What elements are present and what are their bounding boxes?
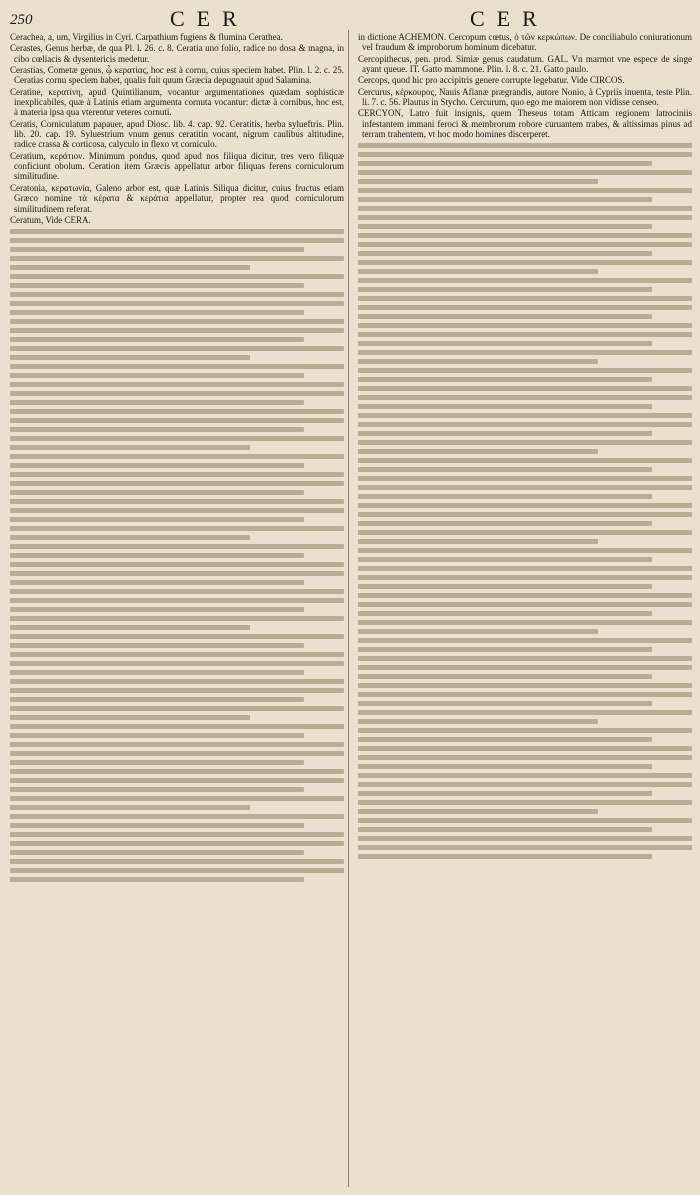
placeholder-line — [358, 638, 692, 643]
placeholder-line — [10, 841, 344, 846]
placeholder-line — [10, 364, 344, 369]
placeholder-line — [358, 521, 652, 526]
untranscribed-text-placeholder — [358, 143, 692, 859]
dictionary-entry — [358, 87, 692, 108]
entry-text: Cerastias, Cometæ genus, ᾧ κερατίας, hoc est à cornu, cuius speciem habet. Plin. l. 2. c. 25. Ceratias cornu speciem habet, qualis fuit quum Græcia depugnauit apud Salamina. — [10, 65, 344, 86]
placeholder-line — [358, 530, 692, 535]
placeholder-line — [10, 526, 344, 531]
placeholder-line — [358, 332, 692, 337]
placeholder-line — [358, 746, 692, 751]
entry-text: Cercurus, κέρκουρος, Nauis Afianæ prægrandis, autore Nonio, à Cypriis inuenta, teste Plin. li. 7. c. 56. Plautus in Stycho. Cercurum, quo ego me maiorem non vidisse censeo. — [358, 86, 692, 108]
placeholder-line — [358, 557, 652, 562]
placeholder-line — [10, 373, 304, 378]
placeholder-line — [10, 769, 344, 774]
placeholder-line — [10, 544, 344, 549]
placeholder-line — [10, 346, 344, 351]
placeholder-line — [358, 593, 692, 598]
placeholder-line — [10, 481, 344, 486]
placeholder-line — [10, 238, 344, 243]
placeholder-line — [10, 445, 250, 450]
placeholder-line — [10, 607, 304, 612]
placeholder-line — [10, 859, 344, 864]
placeholder-line — [10, 715, 250, 720]
placeholder-line — [10, 616, 344, 621]
placeholder-line — [358, 791, 652, 796]
placeholder-line — [358, 683, 692, 688]
left-column — [10, 32, 344, 1188]
placeholder-line — [10, 760, 304, 765]
placeholder-line — [10, 256, 344, 261]
placeholder-line — [358, 359, 598, 364]
placeholder-line — [10, 670, 304, 675]
placeholder-line — [358, 782, 692, 787]
placeholder-line — [10, 274, 344, 279]
placeholder-line — [358, 170, 692, 175]
dictionary-entry — [358, 108, 692, 139]
placeholder-line — [10, 535, 250, 540]
entry-text: Ceratine, κερατίνη, apud Quintilianum, vocantur argumentationes quædam sophisticæ inexplicabiles, quæ à Latinis etiam argumenta cornuta vocantur: dictæ à cornibus, hoc est, à materia ipsa qua vterentur veteres cornuti. — [10, 86, 344, 118]
placeholder-line — [10, 472, 344, 477]
placeholder-line — [358, 377, 652, 382]
placeholder-line — [358, 836, 692, 841]
placeholder-line — [10, 751, 344, 756]
placeholder-line — [358, 755, 692, 760]
placeholder-line — [10, 625, 250, 630]
placeholder-line — [358, 539, 598, 544]
placeholder-line — [358, 314, 652, 319]
placeholder-line — [10, 652, 344, 657]
dictionary-entry — [358, 54, 692, 75]
placeholder-line — [10, 391, 344, 396]
placeholder-line — [10, 454, 344, 459]
placeholder-line — [358, 503, 692, 508]
placeholder-line — [358, 440, 692, 445]
placeholder-line — [358, 566, 692, 571]
entry-text: Ceratonia, κερατωνία, Galeno arbor est, quæ Latinis Siliqua dicitur, cuius fructus etiam Græco nomine τὰ κέρατα & κεράτια appellatur, propter rea quod corniculorum similitudinem referat. — [10, 182, 344, 214]
placeholder-line — [358, 431, 652, 436]
page-number: 250 — [10, 12, 33, 28]
placeholder-line — [10, 427, 304, 432]
placeholder-line — [358, 350, 692, 355]
placeholder-line — [358, 368, 692, 373]
placeholder-line — [10, 814, 344, 819]
entry-text: in dictione ACHEMON. Cercopum cœtus, ὁ τῶν κερκώπων. De conciliabulo coniurationum vel fraudum & improborum hominum dicebatur. — [358, 32, 692, 53]
placeholder-line — [10, 679, 344, 684]
placeholder-line — [10, 778, 344, 783]
placeholder-line — [358, 809, 598, 814]
placeholder-line — [358, 449, 598, 454]
placeholder-line — [10, 400, 304, 405]
placeholder-line — [10, 292, 344, 297]
placeholder-line — [358, 287, 652, 292]
placeholder-line — [10, 508, 344, 513]
placeholder-line — [10, 553, 304, 558]
placeholder-line — [358, 620, 692, 625]
running-head-right: CER — [470, 6, 549, 31]
placeholder-line — [358, 197, 652, 202]
placeholder-line — [358, 458, 692, 463]
placeholder-line — [10, 382, 344, 387]
dictionary-entry — [10, 43, 344, 64]
placeholder-line — [10, 589, 344, 594]
placeholder-line — [358, 395, 692, 400]
placeholder-line — [358, 161, 652, 166]
placeholder-line — [10, 580, 304, 585]
placeholder-line — [10, 823, 304, 828]
placeholder-line — [358, 404, 652, 409]
placeholder-line — [358, 584, 652, 589]
dictionary-entry — [358, 32, 692, 53]
placeholder-line — [358, 242, 692, 247]
running-header — [0, 6, 700, 34]
placeholder-line — [358, 278, 692, 283]
entry-text: Cerastes, Genus herbæ, de qua Pl. l. 26. c. 8. Ceratia uno folio, radice no dosa & magna, in cibo cœliacis & dysentericis medetur. — [10, 43, 344, 64]
placeholder-line — [358, 494, 652, 499]
placeholder-line — [10, 832, 344, 837]
placeholder-line — [10, 499, 344, 504]
placeholder-line — [10, 409, 344, 414]
placeholder-line — [10, 796, 344, 801]
placeholder-line — [358, 188, 692, 193]
placeholder-line — [358, 206, 692, 211]
placeholder-line — [358, 665, 692, 670]
placeholder-line — [358, 251, 652, 256]
placeholder-line — [10, 706, 344, 711]
placeholder-line — [10, 328, 344, 333]
dictionary-entry — [10, 65, 344, 86]
entry-text: Cercops, quod hic pro accipitris genere corrupte legebatur. Vide CIRCOS. — [358, 75, 625, 86]
placeholder-line — [358, 602, 692, 607]
placeholder-line — [358, 467, 652, 472]
placeholder-line — [358, 512, 692, 517]
placeholder-line — [358, 845, 692, 850]
placeholder-line — [10, 229, 344, 234]
placeholder-line — [358, 422, 692, 427]
placeholder-line — [10, 265, 250, 270]
placeholder-line — [10, 733, 304, 738]
placeholder-line — [10, 310, 304, 315]
placeholder-line — [358, 764, 652, 769]
placeholder-line — [10, 868, 344, 873]
placeholder-line — [358, 647, 652, 652]
placeholder-line — [358, 575, 692, 580]
placeholder-line — [10, 283, 304, 288]
placeholder-line — [358, 152, 692, 157]
placeholder-line — [10, 805, 250, 810]
placeholder-line — [10, 436, 344, 441]
dictionary-entry — [358, 75, 692, 85]
placeholder-line — [358, 773, 692, 778]
placeholder-line — [358, 269, 598, 274]
placeholder-line — [358, 629, 598, 634]
placeholder-line — [358, 737, 652, 742]
right-column — [358, 32, 692, 1188]
placeholder-line — [358, 818, 692, 823]
placeholder-line — [358, 728, 692, 733]
dictionary-entry — [10, 119, 344, 150]
placeholder-line — [358, 674, 652, 679]
dictionary-entry — [10, 183, 344, 214]
placeholder-line — [358, 692, 692, 697]
placeholder-line — [10, 877, 304, 882]
placeholder-line — [10, 697, 304, 702]
placeholder-line — [358, 827, 652, 832]
placeholder-line — [10, 418, 344, 423]
placeholder-line — [358, 323, 692, 328]
entry-text: Ceratum, Vide CERA. — [10, 214, 91, 225]
placeholder-line — [358, 233, 692, 238]
dictionary-entry — [10, 32, 344, 42]
placeholder-line — [10, 634, 344, 639]
placeholder-line — [358, 800, 692, 805]
entry-text: Cercopithecus, pen. prod. Simiæ genus caudatum. GAL. Vn marmot vne espece de singe ayant queue. IT. Gatto mammone. Plin. l. 8. c. 21. Gatto paulo. — [358, 53, 692, 75]
placeholder-line — [358, 179, 598, 184]
placeholder-line — [358, 305, 692, 310]
placeholder-line — [358, 485, 692, 490]
placeholder-line — [358, 224, 652, 229]
entry-text: Cerachea, a, um, Virgilius in Cyri. Carpathium fugiens & flumina Cerathea. — [10, 32, 283, 42]
placeholder-line — [10, 517, 304, 522]
placeholder-line — [358, 260, 692, 265]
placeholder-line — [358, 656, 692, 661]
placeholder-line — [358, 215, 692, 220]
placeholder-line — [358, 296, 692, 301]
placeholder-line — [10, 319, 344, 324]
placeholder-line — [358, 548, 692, 553]
placeholder-line — [10, 742, 344, 747]
placeholder-line — [358, 710, 692, 715]
placeholder-line — [10, 787, 304, 792]
placeholder-line — [358, 476, 692, 481]
placeholder-line — [358, 143, 692, 148]
dictionary-entry — [10, 151, 344, 182]
entry-text: CERCYON, Latro fuit insignis, quem Theseus totam Atticam regionem latrociniis infestantem immani feroci & membrorum robore curuantem trabes, & altissimas pinus ad terram trahentem, vt hoc modo homines discerperet. — [358, 108, 692, 140]
running-head-left: CER — [170, 6, 249, 31]
placeholder-line — [358, 719, 598, 724]
placeholder-line — [10, 301, 344, 306]
placeholder-line — [10, 337, 304, 342]
placeholder-line — [358, 413, 692, 418]
placeholder-line — [10, 688, 344, 693]
placeholder-line — [10, 490, 304, 495]
entry-text: Ceratium, κεράτιον. Minimum pondus, quod apud nos filiqua dicitur, tres vero filiquæ conficiunt obolum. Ceration item Græcis appellatur arbor filiquas ferens corniculorum similitudine. — [10, 150, 344, 182]
placeholder-line — [10, 661, 344, 666]
placeholder-line — [10, 724, 344, 729]
placeholder-line — [358, 854, 652, 859]
placeholder-line — [358, 341, 652, 346]
dictionary-entry — [10, 87, 344, 118]
placeholder-line — [10, 562, 344, 567]
placeholder-line — [10, 850, 304, 855]
placeholder-line — [10, 643, 304, 648]
placeholder-line — [10, 598, 344, 603]
placeholder-line — [358, 701, 652, 706]
placeholder-line — [10, 463, 304, 468]
column-divider — [348, 30, 349, 1187]
entry-text: Ceratis, Corniculatum papauer, apud Diosc. lib. 4. cap. 92. Ceratitis, herba sylueftris. Plin. lib. 20. cap. 19. Syluestrium vnum genus ceratitin vocant, nigrum caulibus altitudine, radice crassa & corticosa, calyculo in flexo vt corniculo. — [10, 118, 344, 150]
dictionary-entry — [10, 215, 344, 225]
placeholder-line — [10, 355, 250, 360]
placeholder-line — [358, 386, 692, 391]
untranscribed-text-placeholder — [10, 229, 344, 882]
placeholder-line — [10, 571, 344, 576]
placeholder-line — [358, 611, 652, 616]
placeholder-line — [10, 247, 304, 252]
